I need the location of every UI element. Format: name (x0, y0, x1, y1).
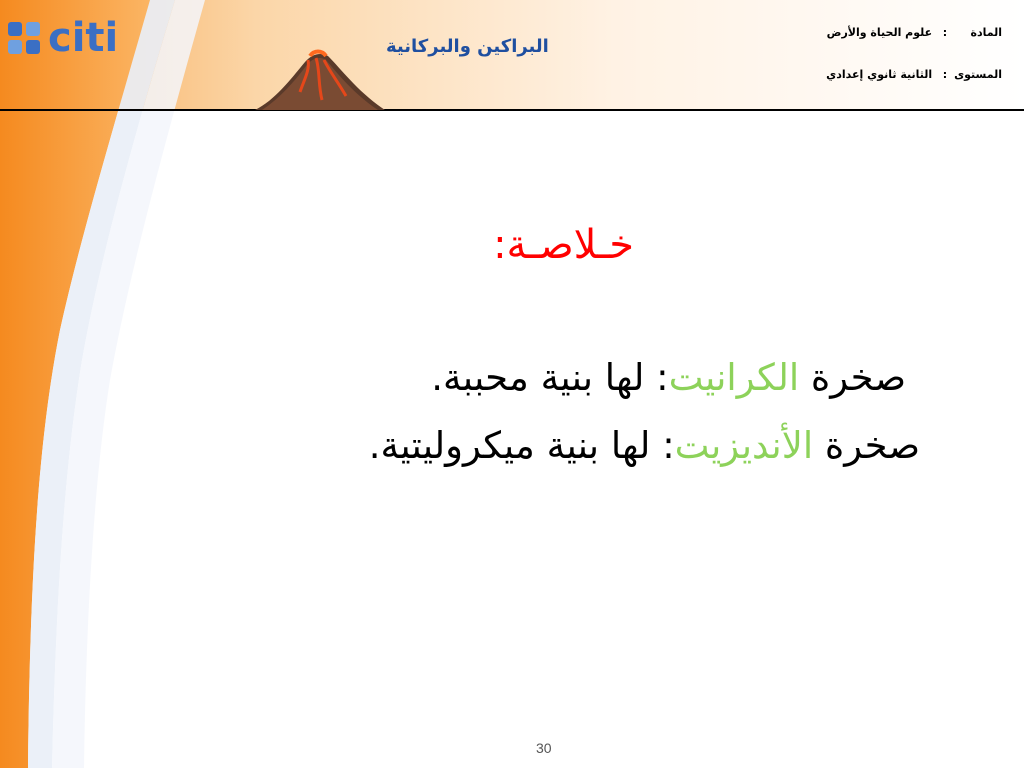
lesson-title: البراكين والبركانية (386, 36, 549, 57)
logo-grid-icon (6, 20, 42, 56)
andesite-prefix: صخرة (813, 424, 920, 467)
subject-row (827, 26, 1002, 39)
page-number: 30 (536, 740, 552, 756)
andesite-line (369, 424, 920, 467)
subject-label: المادة (970, 26, 1002, 39)
volcano-image (250, 40, 390, 112)
granite-name: الكرانيت (668, 356, 800, 399)
summary-title: خـلاصـة: (493, 222, 634, 268)
granite-prefix: صخرة (799, 356, 906, 399)
andesite-name: الأنديزيت (674, 424, 814, 467)
level-value: الثانية ثانوي إعدادي (826, 68, 933, 81)
logo-text: citi (48, 15, 119, 61)
subject-separator: : (942, 26, 948, 39)
granite-description: : لها بنية محببة. (431, 356, 669, 399)
citi-logo (6, 15, 119, 61)
level-row (826, 68, 1002, 81)
subject-value: علوم الحياة والأرض (826, 26, 933, 39)
level-label: المستوى (954, 68, 1002, 81)
level-separator: : (942, 68, 948, 81)
andesite-description: : لها بنية ميكروليتية. (368, 424, 675, 467)
granite-line (431, 356, 906, 399)
